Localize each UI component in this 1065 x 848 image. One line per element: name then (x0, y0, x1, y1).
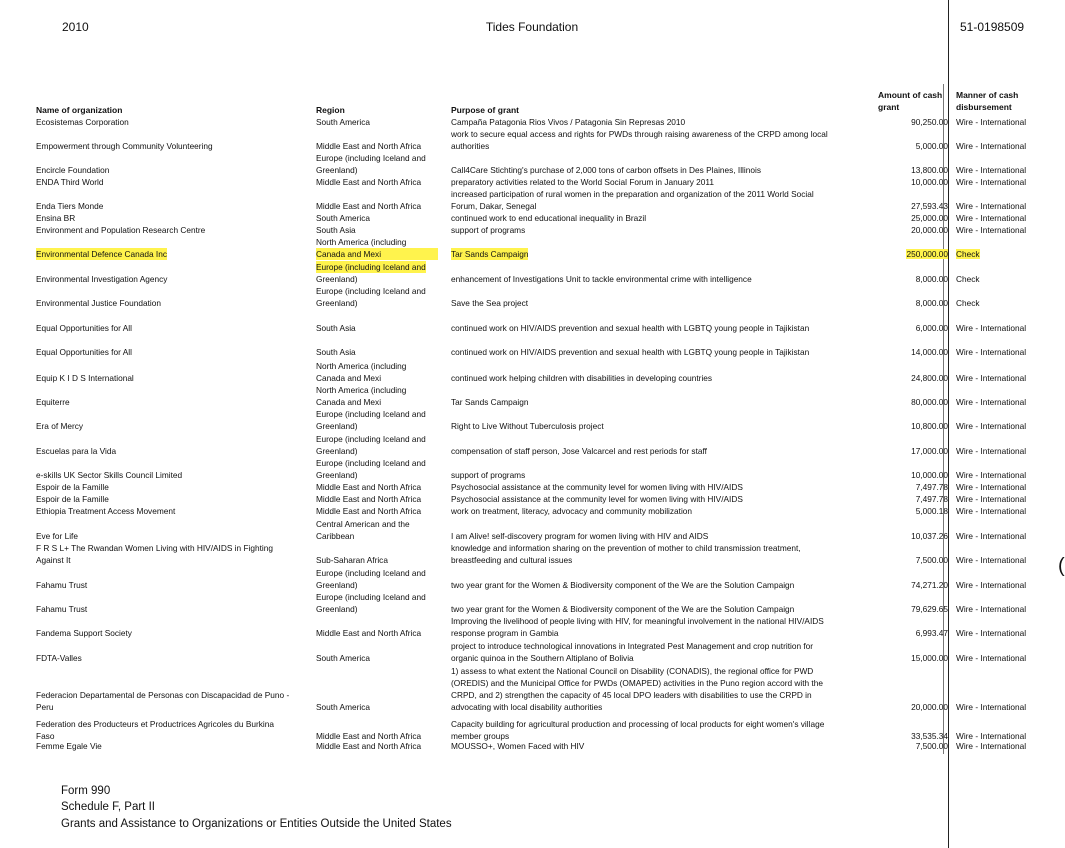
grant-purpose: Improving the livelihood of people living with HIV, for meaningful involvement in the national HIV/AIDS response program in Gambia (451, 616, 824, 638)
grant-amount: 25,000.00 (911, 213, 948, 223)
grant-amount: 250,000.00 (906, 249, 948, 259)
org-name: Eve for Life (36, 531, 78, 541)
disbursement-method: Wire - International (956, 482, 1027, 492)
org-name: Environmental Defence Canada Inc (36, 249, 167, 259)
column-divider (948, 0, 949, 848)
org-name: Equal Opportunities for All (36, 347, 132, 357)
schedule-title: Grants and Assistance to Organizations or Entities Outside the United States (61, 818, 452, 830)
grant-purpose: Campaña Patagonia Rios Vivos / Patagonia Sin Represas 2010 (451, 117, 686, 127)
grant-purpose: continued work helping children with disabilities in developing countries (451, 373, 713, 383)
disbursement-method: Wire - International (956, 177, 1027, 187)
grant-purpose: preparatory activities related to the World Social Forum in January 2011 (451, 177, 715, 187)
ein-number: 51-0198509 (960, 20, 1025, 34)
disbursement-method: Wire - International (956, 225, 1027, 235)
disbursement-method: Wire - International (956, 494, 1027, 504)
grant-purpose: Psychosocial assistance at the community level for women living with HIV/AIDS (451, 494, 743, 504)
grant-amount: 8,000.00 (915, 298, 948, 308)
org-region: Middle East and North Africa (316, 506, 422, 516)
org-name: Equal Opportunities for All (36, 323, 132, 333)
grant-amount: 7,500.00 (915, 741, 948, 751)
org-name: Equip K I D S International (36, 373, 134, 383)
foundation-name: Tides Foundation (485, 20, 579, 34)
grant-amount: 7,497.78 (915, 482, 948, 492)
grant-purpose: support of programs (451, 470, 526, 480)
tax-year: 2010 (62, 20, 89, 34)
org-name: Fahamu Trust (36, 580, 88, 590)
grant-purpose: support of programs (451, 225, 526, 235)
org-region: North America (including Canada and Mexi (316, 385, 407, 407)
org-name: Ensina BR (36, 213, 76, 223)
header-purpose: Purpose of grant (451, 105, 520, 115)
disbursement-method: Wire - International (956, 141, 1027, 151)
org-name: Encircle Foundation (36, 165, 110, 175)
org-region: Middle East and North Africa (316, 741, 422, 751)
org-region: South America (316, 702, 370, 712)
org-region: North America (including Canada and Mexi (316, 236, 444, 260)
header-region: Region (316, 105, 345, 115)
grant-purpose: 1) assess to what extent the National Council on Disability (CONADIS), the regional office for PWD (OREDIS) and the Municipal Office for PWDs (OMAPED) activities in the Puno region accord with the CRPD, and 2) strengthen the capacity of 45 local DPO leaders with disabilities to use the CRPD in advocating with local disability authorities (451, 666, 823, 712)
grant-amount: 5,000.18 (915, 506, 948, 516)
grant-purpose: work to secure equal access and rights for PWDs through raising awareness of the CRPD among local authorities (451, 129, 828, 151)
disbursement-method: Wire - International (956, 731, 1027, 741)
org-region: South America (316, 213, 370, 223)
disbursement-method: Wire - International (956, 117, 1027, 127)
grant-amount: 10,037.26 (911, 531, 948, 541)
org-region: Europe (including Iceland and Greenland) (316, 262, 426, 284)
form-number: Form 990 (61, 785, 111, 797)
disbursement-method: Wire - International (956, 531, 1027, 541)
grant-purpose: compensation of staff person, Jose Valcarcel and rest periods for staff (451, 446, 707, 456)
grant-purpose: Tar Sands Campaign (451, 249, 529, 259)
org-region: Europe (including Iceland and Greenland) (316, 458, 426, 480)
grant-purpose: increased participation of rural women in the preparation and organization of the 2011 World Social Forum, Dakar, Senegal (451, 189, 814, 211)
org-name: Federation des Producteurs et Productrices Agricoles du Burkina Faso (36, 719, 274, 741)
org-name: Espoir de la Famille (36, 482, 109, 492)
org-region: South Asia (316, 323, 356, 333)
disbursement-method: Wire - International (956, 580, 1027, 590)
disbursement-method: Wire - International (956, 555, 1027, 565)
grant-amount: 6,993.47 (915, 628, 948, 638)
org-name: Espoir de la Famille (36, 494, 109, 504)
grant-amount: 7,497.78 (915, 494, 948, 504)
grant-purpose: continued work to end educational inequality in Brazil (451, 213, 647, 223)
disbursement-method: Wire - International (956, 373, 1027, 383)
org-region: Middle East and North Africa (316, 731, 422, 741)
org-region: Europe (including Iceland and Greenland) (316, 592, 426, 614)
grant-purpose: continued work on HIV/AIDS prevention and sexual health with LGBTQ young people in Tajikistan (451, 347, 810, 357)
disbursement-method: Wire - International (956, 470, 1027, 480)
grant-amount: 5,000.00 (915, 141, 948, 151)
grant-purpose: I am Alive! self-discovery program for women living with HIV and AIDS (451, 531, 709, 541)
disbursement-method: Check (956, 249, 980, 259)
disbursement-method: Wire - International (956, 347, 1027, 357)
org-name: Environmental Justice Foundation (36, 298, 161, 308)
grant-amount: 74,271.20 (911, 580, 948, 590)
org-name: FDTA-Valles (36, 653, 82, 663)
disbursement-method: Wire - International (956, 397, 1027, 407)
grant-amount: 8,000.00 (915, 274, 948, 284)
disbursement-method: Wire - International (956, 165, 1027, 175)
disbursement-method: Wire - International (956, 506, 1027, 516)
org-region: Middle East and North Africa (316, 494, 422, 504)
grant-amount: 79,629.65 (911, 604, 948, 614)
org-name: Federacion Departamental de Personas con Discapacidad de Puno - Peru (36, 690, 290, 712)
disbursement-method: Wire - International (956, 421, 1027, 431)
grant-amount: 24,800.00 (911, 373, 948, 383)
disbursement-method: Check (956, 274, 980, 284)
grant-amount: 17,000.00 (911, 446, 948, 456)
grant-purpose: two year grant for the Women & Biodiversity component of the We are the Solution Campaign (451, 604, 795, 614)
grant-amount: 10,000.00 (911, 177, 948, 187)
grant-purpose: knowledge and information sharing on the prevention of mother to child transmission treatment, breastfeeding and cultural issues (451, 543, 801, 565)
org-name: Escuelas para la Vida (36, 446, 117, 456)
grant-amount: 80,000.00 (911, 397, 948, 407)
org-region: South Asia (316, 225, 356, 235)
org-region: South Asia (316, 347, 356, 357)
grant-amount: 15,000.00 (911, 653, 948, 663)
org-region: Europe (including Iceland and Greenland) (316, 286, 426, 308)
disbursement-method: Wire - International (956, 446, 1027, 456)
grant-purpose: Capacity building for agricultural production and processing of local products for eight women's village member groups (451, 719, 825, 741)
org-name: Ecosistemas Corporation (36, 117, 129, 127)
org-region: Sub-Saharan Africa (316, 555, 388, 565)
grant-amount: 90,250.00 (911, 117, 948, 127)
org-region: Middle East and North Africa (316, 201, 422, 211)
grant-amount: 14,000.00 (911, 347, 948, 357)
grant-amount: 10,800.00 (911, 421, 948, 431)
disbursement-method: Wire - International (956, 628, 1027, 638)
org-region: Europe (including Iceland and Greenland) (316, 568, 426, 590)
org-name: Fahamu Trust (36, 604, 88, 614)
grant-purpose: Psychosocial assistance at the community level for women living with HIV/AIDS (451, 482, 743, 492)
grant-amount: 7,500.00 (915, 555, 948, 565)
org-region: Middle East and North Africa (316, 177, 422, 187)
org-name: Environmental Investigation Agency (36, 274, 168, 284)
disbursement-method: Wire - International (956, 213, 1027, 223)
org-name: e-skills UK Sector Skills Council Limited (36, 470, 183, 480)
grant-purpose: Right to Live Without Tuberculosis project (451, 421, 604, 431)
org-name: Femme Egale Vie (36, 741, 102, 751)
org-name: Enda Tiers Monde (36, 201, 104, 211)
grant-purpose: project to introduce technological innovations in Integrated Pest Management and crop nutrition for organic quinoa in the Southern Altiplano of Bolivia (451, 641, 814, 663)
disbursement-method: Wire - International (956, 653, 1027, 663)
org-region: Central American and the Caribbean (316, 519, 410, 541)
disbursement-method: Wire - International (956, 201, 1027, 211)
grant-purpose: Save the Sea project (451, 298, 529, 308)
org-region: Europe (including Iceland and Greenland) (316, 409, 426, 431)
disbursement-method: Wire - International (956, 323, 1027, 333)
org-region: Middle East and North Africa (316, 628, 422, 638)
edge-mark: ( (1058, 555, 1065, 577)
grant-purpose: enhancement of Investigations Unit to tackle environmental crime with intelligence (451, 274, 752, 284)
grant-amount: 10,000.00 (911, 470, 948, 480)
grant-amount: 20,000.00 (911, 225, 948, 235)
grant-amount: 33,535.34 (911, 731, 948, 741)
org-region: Middle East and North Africa (316, 482, 422, 492)
disbursement-method: Check (956, 298, 980, 308)
org-region: South America (316, 653, 370, 663)
disbursement-method: Wire - International (956, 604, 1027, 614)
grant-purpose: work on treatment, literacy, advocacy and community mobilization (451, 506, 693, 516)
org-region: North America (including Canada and Mexi (316, 361, 407, 383)
grant-amount: 20,000.00 (911, 702, 948, 712)
org-name: Empowerment through Community Volunteering (36, 141, 213, 151)
grant-purpose: continued work on HIV/AIDS prevention and sexual health with LGBTQ young people in Tajikistan (451, 323, 810, 333)
org-name: Era of Mercy (36, 421, 84, 431)
org-region: Europe (including Iceland and Greenland) (316, 153, 426, 175)
grant-amount: 6,000.00 (915, 323, 948, 333)
schedule-part: Schedule F, Part II (61, 801, 155, 813)
grant-purpose: Call4Care Stichting's purchase of 2,000 tons of carbon offsets in Des Plaines, Illinois (451, 165, 761, 175)
org-name: F R S L+ The Rwandan Women Living with HIV/AIDS in Fighting Against It (36, 543, 273, 565)
header-manner: Manner of cash disbursement (956, 90, 1019, 112)
org-name: Fandema Support Society (36, 628, 132, 638)
disbursement-method: Wire - International (956, 702, 1027, 712)
grant-purpose: Tar Sands Campaign (451, 397, 529, 407)
header-amount: Amount of cash grant (878, 90, 943, 112)
org-name: Ethiopia Treatment Access Movement (36, 506, 176, 516)
grant-purpose: two year grant for the Women & Biodiversity component of the We are the Solution Campaign (451, 580, 795, 590)
org-name: ENDA Third World (36, 177, 104, 187)
org-region: Middle East and North Africa (316, 141, 422, 151)
org-name: Equiterre (36, 397, 70, 407)
grant-purpose: MOUSSO+, Women Faced with HIV (451, 741, 585, 751)
org-name: Environment and Population Research Centre (36, 225, 206, 235)
org-region: Europe (including Iceland and Greenland) (316, 434, 426, 456)
grant-amount: 13,800.00 (911, 165, 948, 175)
header-name: Name of organization (36, 105, 123, 115)
org-region: South America (316, 117, 370, 127)
disbursement-method: Wire - International (956, 741, 1027, 751)
grant-amount: 27,593.43 (911, 201, 948, 211)
